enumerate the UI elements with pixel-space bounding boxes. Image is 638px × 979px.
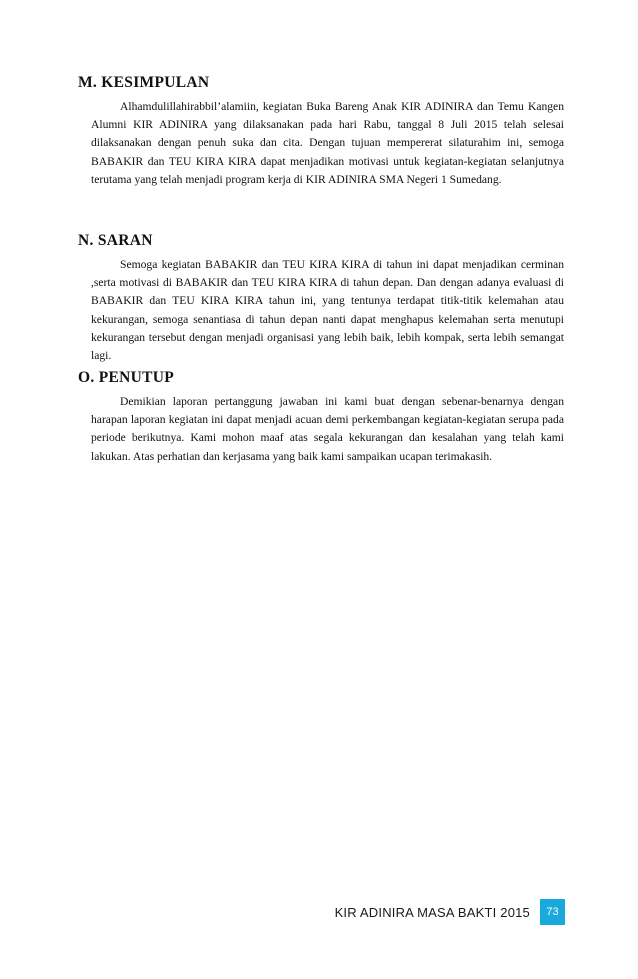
section-kesimpulan	[78, 74, 564, 189]
section-paragraph: Demikian laporan pertanggung jawaban ini kami buat dengan sebenar-benarnya dengan harapan laporan kegiatan ini dapat menjadi acuan demi perkembangan kegiatan-kegiatan serupa pada periode berikutnya. Kami mohon maaf atas segala kekurangan dan kesalahan yang telah kami lakukan. Atas perhatian dan kerjasama yang baik kami sampaikan ucapan terimakasih.	[91, 395, 564, 463]
section-saran	[78, 232, 564, 365]
page-footer	[335, 899, 565, 925]
section-paragraph: Semoga kegiatan BABAKIR dan TEU KIRA KIRA di tahun ini dapat menjadikan cerminan ,serta motivasi di BABAKIR dan TEU KIRA KIRA di tahun depan. Dan dengan adanya evaluasi di BABAKIR dan TEU KIRA KIRA tahun ini, yang tentunya terdapat titik-titik kelemahan atau kekurangan, semoga senantiasa di tahun depan nanti dapat menghapus kelemahan serta menutupi kekurangan tersebut dengan menjadi organisasi yang lebih baik, lebih kompak, serta lebih semangat lagi.	[91, 258, 564, 363]
section-letter: M.	[78, 74, 98, 91]
section-heading	[78, 74, 564, 92]
section-penutup	[78, 369, 564, 466]
section-title: PENUTUP	[98, 369, 175, 386]
section-letter: O.	[78, 369, 95, 386]
footer-title: KIR ADINIRA MASA BAKTI 2015	[334, 904, 530, 920]
page-number: 73	[546, 906, 559, 918]
page-number-badge	[540, 899, 565, 925]
section-title: KESIMPULAN	[101, 74, 210, 91]
section-heading	[78, 232, 564, 250]
section-title: SARAN	[97, 232, 153, 249]
section-letter: N.	[78, 232, 94, 249]
section-heading	[78, 369, 564, 387]
section-paragraph: Alhamdulillahirabbil’alamiin, kegiatan Buka Bareng Anak KIR ADINIRA dan Temu Kangen Alumni KIR ADINIRA yang dilaksanakan pada hari Rabu, tanggal 8 Juli 2015 telah selesai dilaksanakan dengan penuh suka dan cita. Dengan tujuan mempererat silaturahim ini, semoga BABAKIR dan TEU KIRA KIRA dapat menjadikan motivasi untuk kegiatan-kegiatan selanjutnya terutama yang telah menjadi program kerja di KIR ADINIRA SMA Negeri 1 Sumedang.	[91, 100, 564, 186]
